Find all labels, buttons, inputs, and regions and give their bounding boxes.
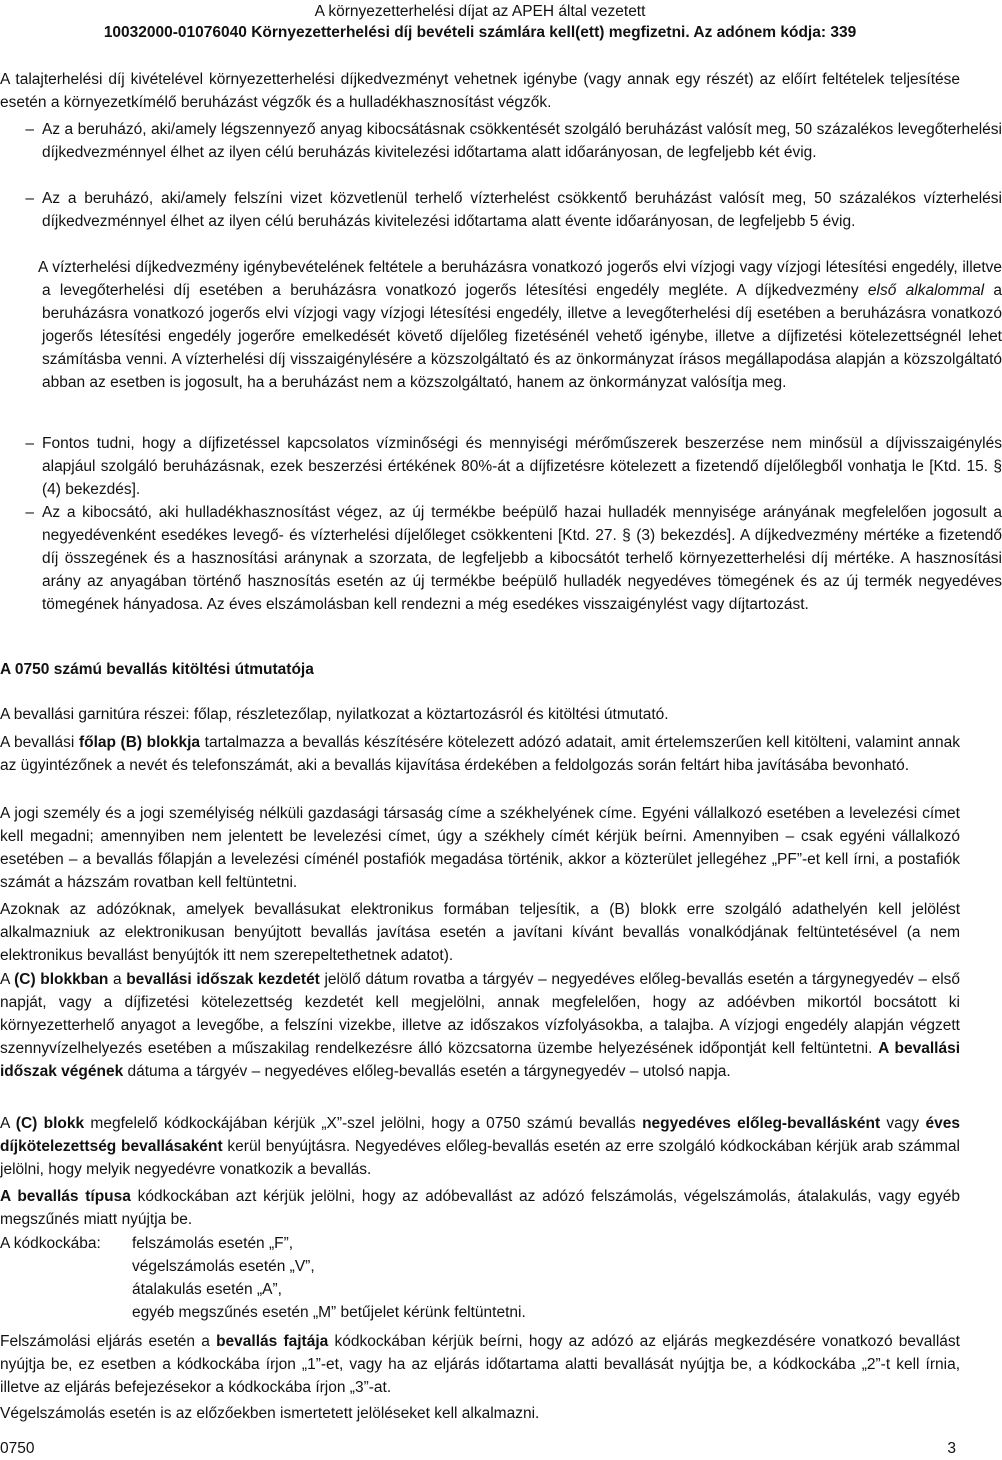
paragraph-text: kódkockában azt kérjük jelölni, hogy az adóbevallást az adózó felszámolás, végelszámolás, átalakulás, vagy egyéb megszűnés miatt nyújtja be.: [0, 1188, 961, 1228]
bold-text: éves díjkötelezettség bevallásaként: [0, 1115, 960, 1155]
paragraph-text: a: [108, 971, 127, 988]
paragraph-text: tartalmazza a bevallás készítésére kötelezett adózó adatait, amit értelemszerűen kell kitölteni, valamint annak az ügyintézőnek a nevét és telefonszámát, aki a bevallás kijavítása érdekében a feldolgozás során feltárt hiba javításába bevonható.: [0, 734, 960, 774]
paragraph-block-c-code: [0, 1112, 960, 1181]
paragraph-text: A: [0, 1115, 16, 1132]
bullet-water-pollution: [0, 187, 1002, 233]
bold-text: A bevallási időszak végének: [0, 1040, 961, 1080]
code-list-lead: A kódkockába:: [0, 1235, 101, 1252]
bullet-measuring-instruments: [0, 432, 1002, 501]
paragraph-text: kódkockában kérjük beírni, hogy az adózó az eljárás megkezdésére vonatkozó bevallást nyújtja be, ez esetben a kódkockába írjon „1”-et, vagy ha az eljárás időtartama alatti bevallását nyújtja be, a kódkockába „2”-t kell írnia, illetve az eljárás befejezésekor a kódkockába írjon „3”-at.: [0, 1333, 960, 1396]
paragraph-period-start: [0, 968, 960, 1083]
code-item-a: átalakulás esetén „A”,: [132, 1281, 282, 1298]
code-list: [0, 1232, 960, 1324]
discount-conditions-paragraph: [0, 256, 1002, 394]
code-item-f: felszámolás esetén „F”,: [132, 1235, 294, 1252]
paragraph-return-type: [0, 1185, 960, 1231]
intro-paragraph: A talajterhelési díj kivételével környezetterhelési díjkedvezményt vehetnek igénybe (vagy annak egy részét) az előírt feltételek teljesítése esetén a környezetkímélő beruházást végzők és a hulladékhasznosítást végzők.: [0, 71, 960, 111]
paragraph-text: kerül benyújtásra. Negyedéves előleg-bevallás esetén az erre szolgáló kódkockában kérjük arab számmal jelölni, hogy melyik negyedévre vonatkozik a bevallás.: [0, 1138, 961, 1178]
bold-text: főlap (B) blokkja: [78, 734, 201, 751]
paragraph-liquidation-kind: [0, 1330, 960, 1399]
code-list-row: [0, 1232, 960, 1255]
bullet-air-pollution: [0, 118, 1002, 164]
header-line-2: 10032000-01076040 Környezetterhelési díj bevételi számlára kell(ett) megfizetni. Az adónem kódja: 339: [103, 24, 857, 41]
italic-text: első alkalommal: [867, 282, 985, 299]
paragraph-text: vagy: [880, 1115, 926, 1132]
paragraph-text: A bevallási: [0, 734, 79, 751]
paragraph-electronic-filing: Azoknak az adózóknak, amelyek bevallásukat elektronikus formában teljesítik, a (B) blokk erre szolgáló adathelyén kell jelölést alkalmazniuk az elektronikusan benyújtott bevallás javítása esetén a javítani kívánt bevallás vonalkódjának feltüntetésével (a nem elektronikus bevallást benyújtók itt nem szerepeltethetnek adatot).: [0, 901, 960, 964]
bold-text: bevallás fajtája: [216, 1333, 329, 1350]
paragraph-text: dátuma a tárgyév – negyedéves előleg-bevallás esetén a tárgynegyedév – utolsó napja.: [123, 1063, 731, 1080]
bold-text: negyedéves előleg-bevallásként: [642, 1115, 881, 1132]
dash-mark: –: [25, 121, 34, 138]
code-item-v: végelszámolás esetén „V”,: [132, 1258, 315, 1275]
footer-page-number: 3: [947, 1440, 956, 1457]
paragraph-text: A vízterhelési díjkedvezmény igénybevételének feltétele a beruházásra vonatkozó jogerős elvi vízjogi vagy vízjogi létesítési engedély, illetve a levegőterhelési díj esetében a beruházásra vonatkozó jogerős létesítési engedély megléte. A díjkedvezmény: [38, 259, 1002, 299]
bullet-text: Az a kibocsátó, aki hulladékhasznosítást végez, az új termékbe beépülő hazai hulladék mennyisége arányának megfelelően jogosult a negyedévenként esedékes levegő- és vízterhelési díjelőleget csökkenteni [Ktd. 27. § (3) bekezdés]. A díjkedvezmény mértéke a fizetendő díj összegének és a hasznosítási aránynak a szorzata, de legfeljebb a kibocsátót terhelő környezetterhelési díj mértéke. A hasznosítási arány az anyagában történő hasznosítás esetén az új termékbe beépülő hulladék negyedéves tömegének és az új termék negyedéves tömegének hányadosa. Az éves elszámolásban kell rendezni a még esedékes visszaigénylést vagy díjtartozást.: [42, 504, 1002, 613]
paragraph-text: a beruházásra vonatkozó jogerős elvi vízjogi vagy vízjogi létesítési engedély, illetve a levegőterhelési díj esetében a beruházásra vonatkozó jogerős létesítési engedély jogerőre emelkedését követő díjelőleg fizetésénél vehető igénybe, illetve a díjfizetési kötelezettségnél lehet számításba venni. A vízterhelési díj visszaigénylésére a közszolgáltató és az önkormányzat írásos megállapodása alapján a közszolgáltató abban az esetben is jogosult, ha a beruházást nem a közszolgáltató, hanem az önkormányzat valósítja meg.: [42, 282, 1002, 391]
dash-mark: –: [25, 190, 34, 207]
code-item-m: egyéb megszűnés esetén „M” betűjelet kérünk feltüntetni.: [132, 1304, 526, 1321]
paragraph-form-parts: A bevallási garnitúra részei: főlap, részletezőlap, nyilatkozat a köztartozásról és kitöltési útmutató.: [0, 706, 669, 723]
footer-form-code: 0750: [0, 1440, 35, 1457]
paragraph-text: A: [0, 971, 15, 988]
paragraph-main-page-block-b: [0, 731, 960, 777]
bullet-text: Az a beruházó, aki/amely légszennyező anyag kibocsátásnak csökkentését szolgáló beruházást valósít meg, 50 százalékos levegőterhelési díjkedvezménnyel élhet az ilyen célú beruházás kivitelezési időtartama alatt időarányosan, de legfeljebb két évig.: [42, 121, 1002, 161]
code-list-row: [0, 1278, 960, 1301]
bullet-waste-recycling: [0, 501, 1002, 616]
paragraph-voluntary-liquidation: Végelszámolás esetén is az előzőekben ismertetett jelöléseket kell alkalmazni.: [0, 1405, 540, 1422]
section-title: A 0750 számú bevallás kitöltési útmutatója: [0, 661, 314, 678]
bold-text: (C) blokkban: [14, 971, 109, 988]
code-list-row: [0, 1255, 960, 1278]
header-line-1: A környezetterhelési díjat az APEH által vezetett: [314, 3, 646, 20]
bold-text: (C) blokk: [15, 1115, 85, 1132]
paragraph-text: jelölő dátum rovatba a tárgyév – negyedéves előleg-bevallás esetén a tárgynegyedév – első napját, vagy a díjfizetési kötelezettség kezdetét kell megjelölni, annak megfelelően, hogy az adóévben mikortól bocsátott ki környezetterhelő anyagot a levegőbe, a felszíni vizekbe, illetve az időszakos vízfolyásokba, a talajba. A vízjogi engedély alapján végzett szennyvízelhelyezés esetében a műszakilag rendelkezésre álló közcsatorna üzembe helyezésének időpontját kell feltüntetni.: [0, 971, 961, 1057]
dash-mark: –: [25, 504, 34, 521]
paragraph-address: A jogi személy és a jogi személyiség nélküli gazdasági társaság címe a székhelyének címe. Egyéni vállalkozó esetében a levelezési címet kell megadni; amennyiben nem jelentett be levelezési címet, úgy a székhely címét kérjük beírni. Amennyiben – csak egyéni vállalkozó esetében – a bevallás főlapján a levelezési címénél postafiók megadása történik, akkor a közterület jellegéhez „PF”-et kell írni, a postafiók számát a házszám rovatban kell feltüntetni.: [0, 805, 960, 891]
bold-text: bevallási időszak kezdetét: [126, 971, 320, 988]
bullet-text: Fontos tudni, hogy a díjfizetéssel kapcsolatos vízminőségi és mennyiségi mérőműszerek beszerzése nem minősül a díjvisszaigénylés alapjául szolgáló beruházásnak, ezek beszerzési értékének 80%-át a díjfizetésre kötelezett a fizetendő díjelőlegből vonhatja le [Ktd. 15. § (4) bekezdés].: [42, 435, 1002, 498]
bullet-text: Az a beruházó, aki/amely felszíni vizet közvetlenül terhelő vízterhelést csökkentő beruházást valósít meg, 50 százalékos vízterhelési díjkedvezménnyel élhet az ilyen célú beruházás kivitelezési időtartama alatt évente időarányosan, de legfeljebb 5 évig.: [42, 190, 1002, 230]
bold-text: A bevallás típusa: [0, 1188, 131, 1205]
dash-mark: –: [25, 435, 34, 452]
paragraph-text: megfelelő kódkockájában kérjük „X”-szel jelölni, hogy a 0750 számú bevallás: [84, 1115, 643, 1132]
paragraph-text: Felszámolási eljárás esetén a: [0, 1333, 217, 1350]
code-list-row: [0, 1301, 960, 1324]
